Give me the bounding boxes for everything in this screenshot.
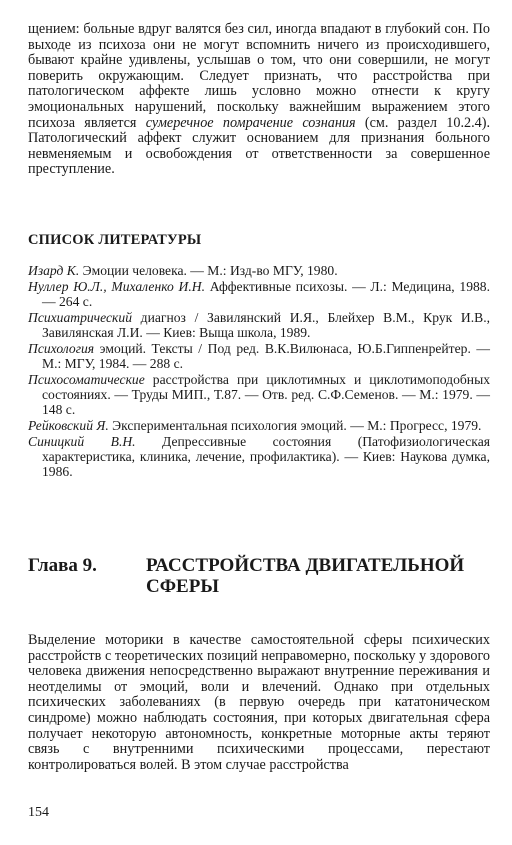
chapter-number: Глава 9.: [28, 555, 97, 576]
reference-text: Экспериментальная психология эмоций. — М.: Прогресс, 1979.: [108, 418, 482, 433]
references-list: [28, 263, 490, 480]
page-number: 154: [28, 805, 49, 820]
bottom-paragraph: Выделение моторики в качестве самостоятельной сферы психических расстройств с теоретических позиций неправомерно, поскольку у здорового человека движения непосредственно выражают внутренние переживания и неотделимы от эмоций, воли и влечений. Однако при отдельных психических заболеваниях (в первую очередь при кататоническом синдроме) можно наблюдать состояния, при которых двигательная сфера получает некоторую автономность, конкретные моторные акты теряют связь с внутренними психическими процессами, перестают контролироваться волей. В этом случае расстройства: [28, 632, 490, 773]
reference-item: [28, 310, 490, 340]
reference-author: Психиатрический: [28, 309, 133, 325]
paragraph-emphasis: сумеречное помрачение сознания: [145, 114, 356, 131]
references-heading: СПИСОК ЛИТЕРАТУРЫ: [28, 232, 202, 248]
reference-text: эмоций. Тексты / Под ред. В.К.Вилюнаса, Ю.Б.Гиппенрейтер. — М.: МГУ, 1984. — 288 с.: [42, 340, 490, 371]
reference-item: [28, 279, 490, 309]
reference-author: Рейковский Я.: [28, 418, 109, 433]
paragraph-text-end: (см. раздел 10.2.4). Патологический аффект служит основанием для признания больного невменяемым и освобождения от ответственности за совершенное преступление.: [28, 114, 490, 178]
reference-item: [28, 372, 490, 418]
paragraph-text: щением: больные вдруг валятся без сил, иногда впадают в глубокий сон. По выходе из психоза они не могут вспомнить ничего из происходившего, бывают крайне удивлены, услышав о том, что они совершили, не могут поверить окружающим. Следует признать, что расстройства при патологическом аффекте лишь условно можно отнести к кругу эмоциональных нарушений, поскольку важнейшим выражением этого психоза является: [28, 21, 490, 131]
reference-item: [28, 263, 490, 278]
reference-text: Аффективные психозы. — Л.: Медицина, 1988. — 264 с.: [42, 278, 490, 309]
reference-author: Психосоматические: [28, 371, 145, 387]
chapter-title: [146, 555, 486, 597]
reference-author: Психология: [28, 340, 95, 356]
top-paragraph: [28, 22, 490, 178]
chapter-title-line-1: РАССТРОЙСТВА ДВИГАТЕЛЬНОЙ: [146, 555, 465, 576]
reference-text: расстройства при циклотимных и циклотимоподобных состояниях. — Труды МИП., Т.87. — Отв. ред. С.Ф.Семенов. — М.: 1979. — 148 с.: [42, 371, 490, 418]
reference-item: [28, 418, 490, 433]
reference-text: диагноз / Завилянский И.Я., Блейхер В.М., Крук И.В., Завилянская Л.И. — Киев: Выща школа, 1989.: [42, 309, 490, 340]
reference-author: Изард К.: [28, 263, 80, 278]
reference-author: Нуллер Ю.Л., Михаленко И.Н.: [28, 278, 205, 294]
reference-item: [28, 341, 490, 371]
reference-text: Депрессивные состояния (Патофизиологическая характеристика, клиника, лечение, профилактика). — Киев: Наукова думка, 1986.: [42, 433, 490, 480]
reference-item: [28, 434, 490, 480]
reference-text: Эмоции человека. — М.: Изд-во МГУ, 1980.: [79, 263, 338, 278]
chapter-title-line-2: СФЕРЫ: [146, 576, 219, 597]
reference-author: Синицкий В.Н.: [28, 433, 136, 449]
